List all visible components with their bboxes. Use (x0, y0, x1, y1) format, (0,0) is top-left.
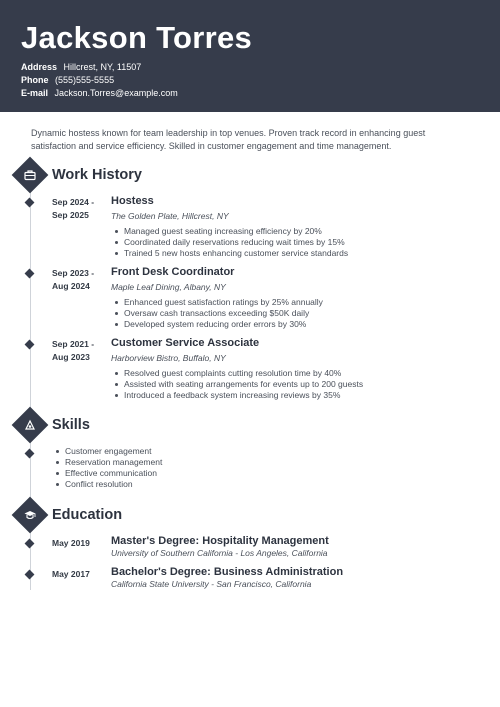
timeline-marker (25, 539, 35, 549)
job-start-date: Sep 2023 - (52, 268, 95, 278)
timeline-marker (25, 269, 35, 279)
education-date: May 2019 (52, 538, 90, 548)
list-item: Oversaw cash transactions exceeding $50K daily (111, 308, 323, 319)
skills-title: Skills (52, 417, 90, 433)
list-item: Trained 5 new hosts enhancing customer service standards (111, 248, 348, 259)
timeline-marker (25, 449, 35, 459)
address-label: Address (21, 62, 58, 72)
job-end-date: Aug 2023 (52, 351, 90, 362)
job-employer: Harborview Bistro, Buffalo, NY (111, 353, 226, 363)
list-item: Managed guest seating increasing efficiency by 20% (111, 226, 348, 237)
list-item: Conflict resolution (52, 479, 162, 490)
skills-list (52, 446, 162, 490)
job-start-date: Sep 2024 - (52, 197, 95, 207)
header (0, 0, 500, 112)
email-value: Jackson.Torres@example.com (54, 88, 178, 98)
list-item: Effective communication (52, 468, 162, 479)
school-name: University of Southern California - Los Angeles, California (111, 548, 328, 558)
graduation-cap-icon (12, 497, 49, 534)
contact-address (21, 61, 141, 73)
job-dates (52, 196, 107, 221)
list-item: Customer engagement (52, 446, 162, 457)
job-bullets (111, 297, 323, 330)
list-item: Enhanced guest satisfaction ratings by 25% annually (111, 297, 323, 308)
candidate-name: Jackson Torres (21, 20, 253, 55)
contact-email (21, 87, 178, 99)
list-item: Coordinated daily reservations reducing wait times by 15% (111, 237, 348, 248)
list-item: Developed system reducing order errors by 30% (111, 319, 323, 330)
list-item: Assisted with seating arrangements for events up to 200 guests (111, 379, 363, 390)
timeline-marker (25, 198, 35, 208)
list-item: Resolved guest complaints cutting resolution time by 40% (111, 368, 363, 379)
timeline-marker (25, 570, 35, 580)
job-bullets (111, 368, 363, 401)
education-title: Education (52, 507, 123, 523)
briefcase-icon (12, 157, 49, 194)
phone-label: Phone (21, 75, 49, 85)
professional-summary: Dynamic hostess known for team leadership in top venues. Proven track record in enhancing guest satisfaction and service efficiency. Skilled in customer engagement and time management. (31, 128, 426, 151)
job-employer: The Golden Plate, Hillcrest, NY (111, 211, 229, 221)
school-name: California State University - San Francisco, California (111, 579, 312, 589)
phone-value: (555)555-5555 (55, 75, 115, 85)
job-dates (52, 267, 107, 292)
education-date: May 2017 (52, 569, 90, 579)
job-title: Hostess (111, 195, 154, 207)
job-end-date: Aug 2024 (52, 280, 90, 291)
job-dates (52, 338, 107, 363)
job-title: Customer Service Associate (111, 337, 260, 349)
email-label: E-mail (21, 88, 49, 98)
degree-title: Bachelor's Degree: Business Administration (111, 566, 344, 578)
list-item: Reservation management (52, 457, 162, 468)
skills-icon (12, 407, 49, 444)
degree-title: Master's Degree: Hospitality Management (111, 535, 329, 547)
work-history-title: Work History (52, 167, 142, 183)
contact-phone (21, 74, 114, 86)
job-start-date: Sep 2021 - (52, 339, 95, 349)
job-title: Front Desk Coordinator (111, 266, 235, 278)
list-item: Introduced a feedback system increasing reviews by 35% (111, 390, 363, 401)
job-employer: Maple Leaf Dining, Albany, NY (111, 282, 226, 292)
address-value: Hillcrest, NY, 11507 (63, 62, 142, 72)
timeline-marker (25, 340, 35, 350)
job-bullets (111, 226, 348, 259)
job-end-date: Sep 2025 (52, 209, 89, 220)
